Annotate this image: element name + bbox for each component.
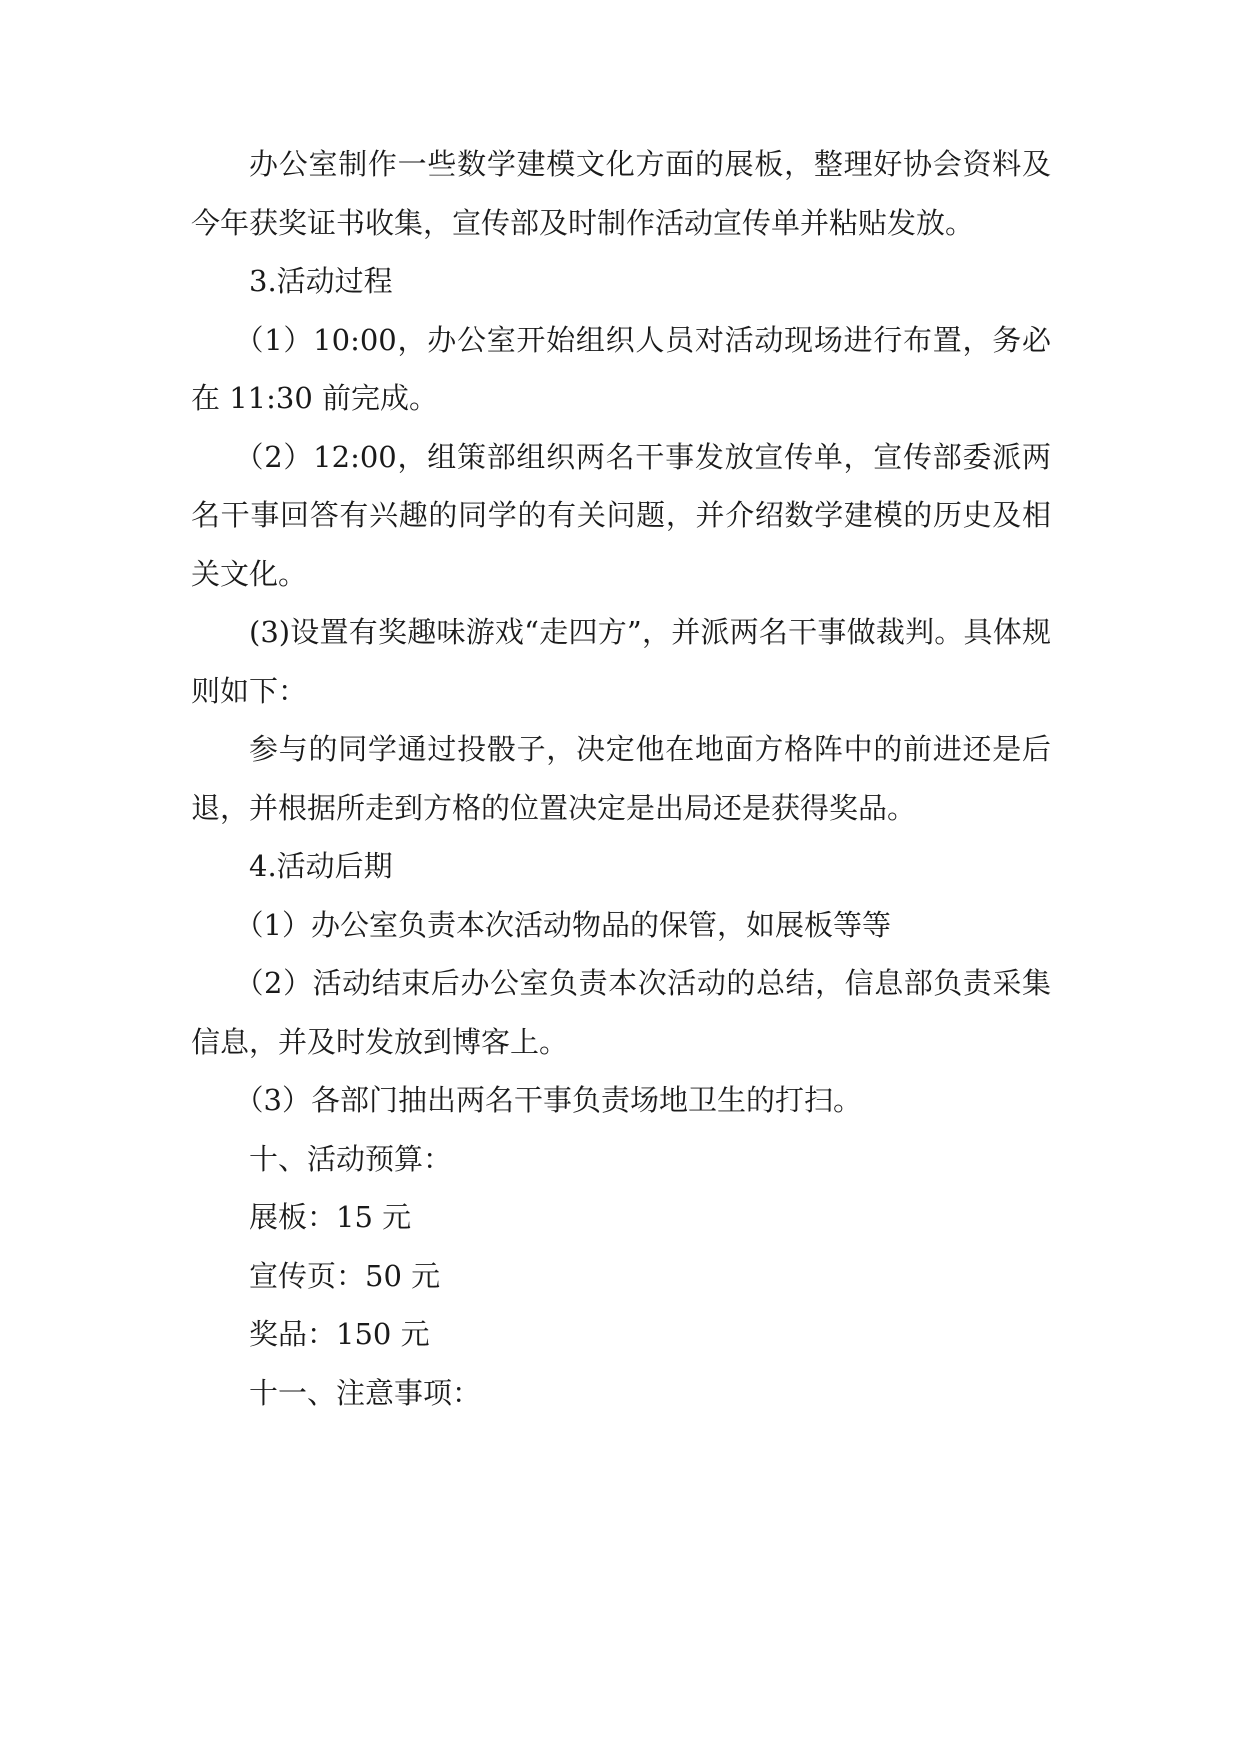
document-body xyxy=(191,135,1051,1422)
paragraph-game-rules: 参与的同学通过投骰子，决定他在地面方格阵中的前进还是后退，并根据所走到方格的位置决定是出局还是获得奖品。 xyxy=(191,732,1051,825)
paragraph-step-2: （2）12:00，组策部组织两名干事发放宣传单，宣传部委派两名干事回答有兴趣的同学的有关问题，并介绍数学建模的历史及相关文化。 xyxy=(191,439,1051,591)
paragraph-step-1: （1）10:00，办公室开始组织人员对活动现场进行布置，务必在 11:30 前完成。 xyxy=(191,322,1051,415)
paragraph-later-2: （2）活动结束后办公室负责本次活动的总结，信息部负责采集信息，并及时发放到博客上。 xyxy=(191,966,1051,1059)
heading-activity-later: 4.活动后期 xyxy=(249,849,393,883)
paragraph-step-3: (3)设置有奖趣味游戏“走四方”，并派两名干事做裁判。具体规则如下： xyxy=(191,615,1051,708)
budget-item-flyers: 宣传页：50 元 xyxy=(249,1258,441,1293)
budget-item-prizes: 奖品：150 元 xyxy=(249,1317,430,1351)
heading-budget: 十、活动预算： xyxy=(249,1141,453,1176)
paragraph-later-1: （1）办公室负责本次活动物品的保管，如展板等等 xyxy=(234,907,891,942)
paragraph-later-3: （3）各部门抽出两名干事负责场地卫生的打扫。 xyxy=(234,1083,862,1117)
heading-activity-process: 3.活动过程 xyxy=(249,264,393,298)
budget-item-board: 展板：15 元 xyxy=(249,1200,412,1234)
heading-notes: 十一、注意事项： xyxy=(249,1375,482,1410)
paragraph-office-preparation: 办公室制作一些数学建模文化方面的展板，整理好协会资料及今年获奖证书收集，宣传部及时制作活动宣传单并粘贴发放。 xyxy=(191,147,1051,240)
